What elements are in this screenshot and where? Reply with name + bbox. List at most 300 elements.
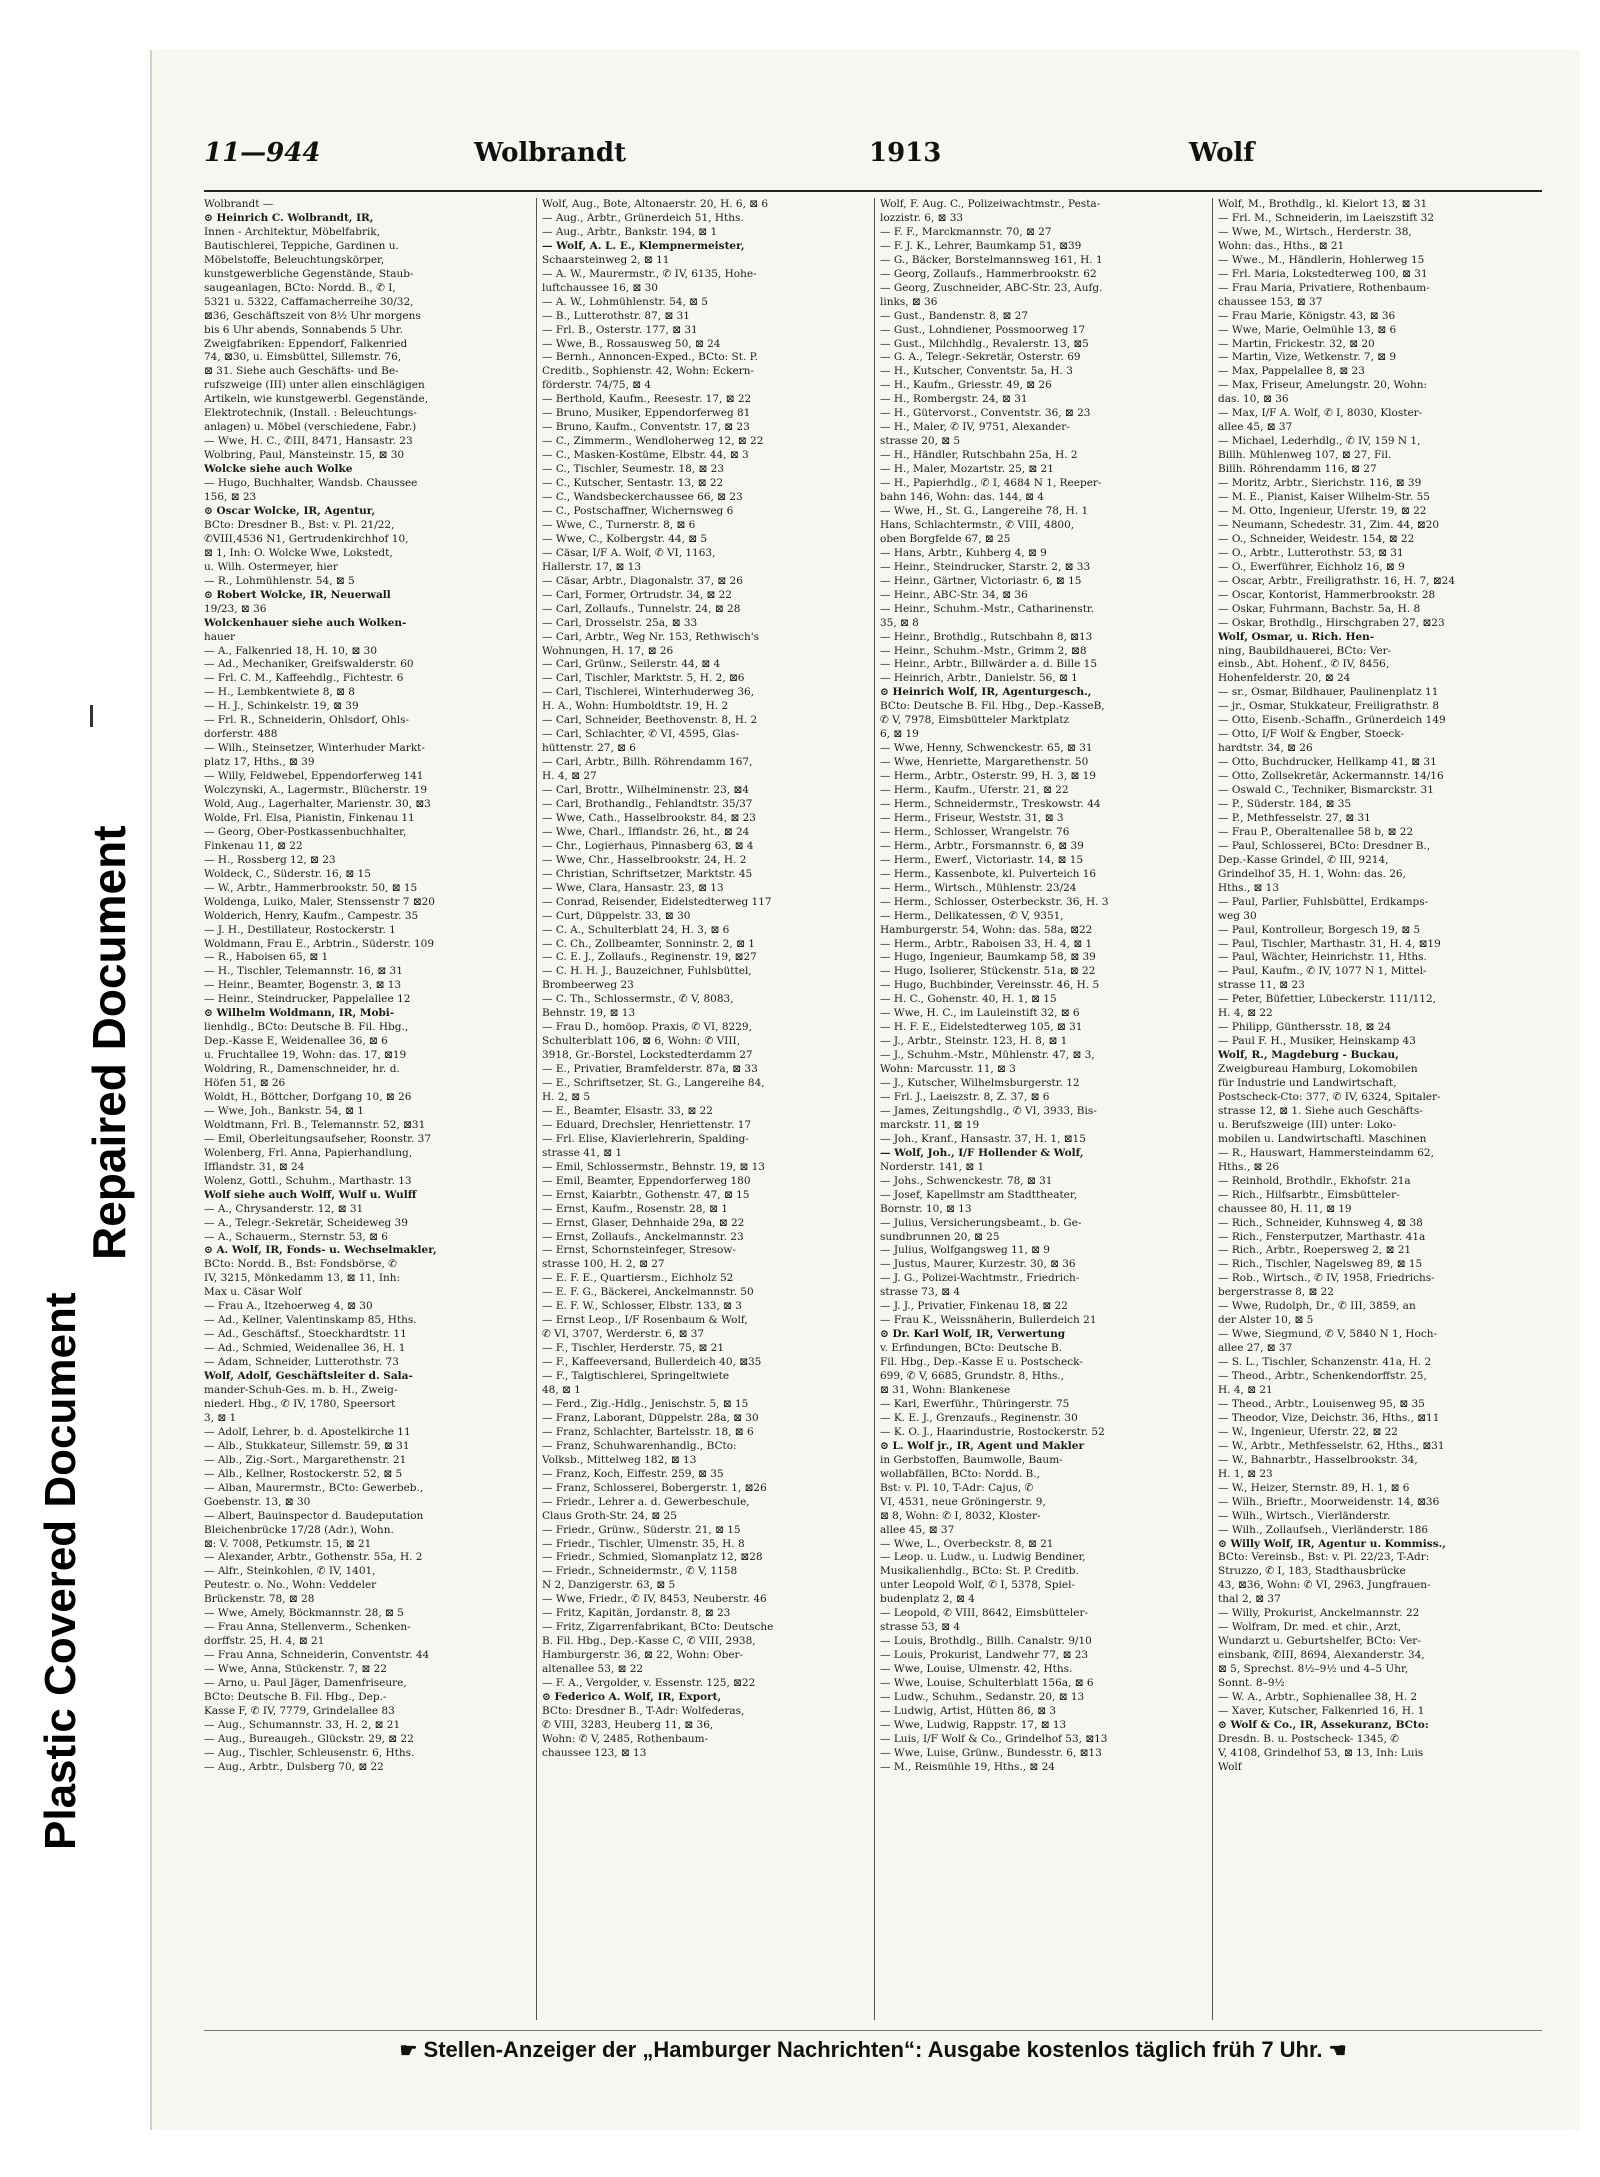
directory-line: dorffstr. 25, H. 4, ⊠ 21: [204, 1635, 325, 1648]
directory-line: ✆ V, 7978, Eimsbütteler Marktplatz: [880, 714, 1070, 727]
directory-line: 699, ✆ V, 6685, Grundstr. 8, Hths.,: [880, 1370, 1065, 1383]
directory-line: — Herm., Arbtr., Raboisen 33, H. 4, ⊠ 1: [880, 937, 1093, 950]
directory-line: 3, ⊠ 1: [204, 1411, 237, 1424]
directory-line: ⊙ Wolf & Co., IR, Assekuranz, BCto:: [1218, 1718, 1429, 1731]
directory-line: ⊙ L. Wolf jr., IR, Agent und Makler: [880, 1439, 1085, 1452]
directory-line: — Leop. u. Ludw., u. Ludwig Bendiner,: [880, 1551, 1086, 1564]
directory-line: — F., Kaffeeversand, Bullerdeich 40, ⊠35: [542, 1356, 762, 1369]
directory-line: — Xaver, Kutscher, Falkenried 16, H. 1: [1218, 1704, 1425, 1717]
directory-line: bergerstrasse 8, ⊠ 22: [1218, 1286, 1334, 1299]
directory-line: — J. H., Destillateur, Rostockerstr. 1: [204, 923, 396, 936]
directory-line: Schulterblatt 106, ⊠ 6, Wohn: ✆ VIII,: [542, 1035, 741, 1048]
directory-line: Billh. Röhrendamm 116, ⊠ 27: [1218, 463, 1377, 476]
directory-line: 19/23, ⊠ 36: [204, 602, 267, 615]
directory-line: Wundarzt u. Geburtshelfer, BCto: Ver-: [1218, 1635, 1421, 1648]
directory-line: — Johs., Schwenckestr. 78, ⊠ 31: [880, 1174, 1053, 1187]
directory-line: — Wwe, L., Overbeckstr. 8, ⊠ 21: [880, 1537, 1054, 1550]
directory-line: — E., Schriftsetzer, St. G., Langereihe 84,: [542, 1077, 765, 1090]
directory-line: chaussee 153, ⊠ 37: [1218, 295, 1323, 308]
directory-line: Behnstr. 19, ⊠ 13: [542, 1007, 636, 1020]
directory-line: ⊙ Wilhelm Woldmann, IR, Mobi-: [204, 1007, 395, 1020]
directory-line: — Albert, Bauinspector d. Baudeputation: [204, 1509, 424, 1522]
directory-line: — Georg, Zuschneider, ABC-Str. 23, Aufg.: [880, 281, 1103, 294]
directory-line: — J. G., Polizei-Wachtmstr., Friedrich-: [880, 1272, 1080, 1285]
directory-line: ⊠: V. 7008, Petkumstr. 15, ⊠ 21: [204, 1537, 372, 1550]
directory-line: — Friedr., Lehrer a. d. Gewerbeschule,: [542, 1495, 750, 1508]
directory-line: — Herm., Schlosser, Osterbeckstr. 36, H. 3: [880, 895, 1109, 908]
directory-line: — H., Händler, Rutschbahn 25a, H. 2: [880, 449, 1078, 462]
directory-line: — Paul, Schlosserei, BCto: Dresdner B.,: [1218, 839, 1431, 852]
directory-line: — Bernh., Annoncen-Exped., BCto: St. P.: [542, 351, 758, 364]
directory-line: ✆ VI, 3707, Werderstr. 6, ⊠ 37: [542, 1328, 705, 1341]
directory-line: — Julius, Versicherungsbeamt., b. Ge-: [880, 1216, 1082, 1229]
directory-line: — R., Lohmühlenstr. 54, ⊠ 5: [204, 574, 355, 587]
directory-line: — Willy, Prokurist, Anckelmannstr. 22: [1218, 1607, 1420, 1620]
directory-line: — H., Rossberg 12, ⊠ 23: [204, 853, 336, 866]
directory-line: v. Erfindungen, BCto: Deutsche B.: [880, 1342, 1063, 1355]
directory-line: — Max, Pappelallee 8, ⊠ 23: [1218, 365, 1365, 378]
header-left-word: Wolbrandt: [474, 138, 627, 168]
directory-line: 156, ⊠ 23: [204, 491, 257, 504]
directory-line: Hamburgerstr. 36, ⊠ 22, Wohn: Ober-: [542, 1649, 744, 1662]
directory-line: ⊙ Dr. Karl Wolf, IR, Verwertung: [880, 1328, 1066, 1341]
directory-line: VI, 4531, neue Gröningerstr. 9,: [880, 1495, 1046, 1508]
directory-line: — J., Kutscher, Wilhelmsburgerstr. 12: [880, 1077, 1080, 1090]
directory-line: — jr., Osmar, Stukkateur, Freiligrathstr. 8: [1218, 700, 1440, 713]
directory-line: — Wwe, Henriette, Margarethenstr. 50: [880, 756, 1089, 769]
directory-line: — Hugo, Ingenieur, Baumkamp 58, ⊠ 39: [880, 951, 1096, 964]
directory-line: — Carl, Schlachter, ✆ VI, 4595, Glas-: [542, 728, 740, 741]
directory-line: — E., Beamter, Elsastr. 33, ⊠ 22: [542, 1104, 713, 1117]
directory-line: Wolf, Osmar, u. Rich. Hen-: [1218, 630, 1375, 643]
directory-line: — Frl. J., Laeiszstr. 8, Z. 37, ⊠ 6: [880, 1091, 1050, 1103]
directory-line: V, 4108, Grindelhof 53, ⊠ 13, Inh: Luis: [1218, 1746, 1424, 1759]
directory-line: Hths., ⊠ 26: [1218, 1160, 1280, 1173]
directory-line: — Cäsar, I/F A. Wolf, ✆ VI, 1163,: [542, 546, 716, 559]
directory-line: — Aug., Schumannstr. 33, H. 2, ⊠ 21: [204, 1718, 401, 1731]
directory-line: — C., Zimmerm., Wendloherweg 12, ⊠ 22: [542, 435, 764, 448]
directory-line: Wohn: Marcusstr. 11, ⊠ 3: [880, 1063, 1016, 1076]
directory-line: — Wilh., Wirtsch., Vierländerstr.: [1218, 1509, 1391, 1522]
directory-line: H. A., Wohn: Humboldtstr. 19, H. 2: [542, 700, 729, 713]
directory-line: — Herm., Wirtsch., Mühlenstr. 23/24: [880, 881, 1077, 894]
directory-line: — Julius, Wolfgangsweg 11, ⊠ 9: [880, 1244, 1050, 1257]
directory-line: ning, Baubildhauerei, BCto: Ver-: [1218, 644, 1392, 657]
directory-line: platz 17, Hths., ⊠ 39: [204, 756, 315, 769]
directory-line: — Alban, Maurermstr., BCto: Gewerbeb.,: [204, 1481, 424, 1494]
directory-line: Bst: v. Pl. 10, T-Adr: Cajus, ✆: [880, 1481, 1034, 1494]
directory-line: — Gust., Milchhdlg., Revalerstr. 13, ⊠5: [880, 337, 1089, 350]
directory-line: 43, ⊠36, Wohn: ✆ VI, 2963, Jungfrauen-: [1218, 1579, 1431, 1592]
directory-line: — C. Th., Schlossermstr., ✆ V, 8083,: [542, 993, 734, 1006]
column-4: [1218, 198, 1542, 2020]
directory-line: — Franz, Schlachter, Bartelsstr. 18, ⊠ 6: [542, 1425, 754, 1438]
directory-line: Wolenz, Gottl., Schuhm., Marthastr. 13: [204, 1174, 412, 1187]
directory-line: — O., Schneider, Weidestr. 154, ⊠ 22: [1218, 532, 1415, 545]
directory-line: — Wilh., Zollaufseh., Vierländerstr. 186: [1218, 1523, 1429, 1536]
directory-line: — Wolfram, Dr. med. et chir., Arzt,: [1218, 1621, 1402, 1634]
directory-line: Woldring, R., Damenschneider, hr. d.: [204, 1063, 400, 1076]
directory-line: Wohn: das., Hths., ⊠ 21: [1218, 239, 1345, 252]
directory-line: weg 30: [1218, 909, 1257, 922]
directory-line: Billh. Mühlenweg 107, ⊠ 27, Fil.: [1218, 449, 1392, 462]
directory-line: lozzistr. 6, ⊠ 33: [880, 211, 964, 224]
directory-line: — Gust., Lohndiener, Possmoorweg 17: [880, 323, 1086, 336]
directory-line: — W., Heizer, Sternstr. 89, H. 1, ⊠ 6: [1218, 1481, 1410, 1494]
directory-line: allee 27, ⊠ 37: [1218, 1342, 1293, 1355]
directory-line: — Martin, Vize, Wetkenstr. 7, ⊠ 9: [1218, 351, 1397, 364]
directory-line: — F. F., Marckmannstr. 70, ⊠ 27: [880, 225, 1052, 238]
directory-line: — Ad., Schmied, Weidenallee 36, H. 1: [204, 1342, 406, 1355]
directory-line: — Frau Anna, Stellenverm., Schenken-: [204, 1621, 411, 1634]
directory-line: Zweigfabriken: Eppendorf, Falkenried: [204, 337, 408, 350]
directory-line: — W., Ingenieur, Uferstr. 22, ⊠ 22: [1218, 1425, 1398, 1438]
directory-line: — Conrad, Reisender, Eidelstedterweg 117: [542, 895, 772, 908]
directory-line: Bleichenbrücke 17/28 (Adr.), Wohn.: [204, 1523, 394, 1536]
directory-line: — Cäsar, Arbtr., Diagonalstr. 37, ⊠ 26: [542, 574, 743, 587]
directory-line: — Peter, Büfettier, Lübeckerstr. 111/112,: [1218, 993, 1437, 1006]
directory-line: — Frau K., Weissnäherin, Bullerdeich 21: [880, 1314, 1097, 1327]
directory-line: — Carl, Brottr., Wilhelminenstr. 23, ⊠4: [542, 784, 749, 797]
directory-line: Woldmann, Frau E., Arbtrin., Süderstr. 109: [204, 937, 435, 950]
directory-line: hardtstr. 34, ⊠ 26: [1218, 742, 1313, 755]
directory-line: — Herm., Kaufm., Uferstr. 21, ⊠ 22: [880, 784, 1069, 797]
plastic-covered-label: Plastic Covered Document: [36, 1292, 85, 1850]
directory-line: ⊠ 8, Wohn: ✆ I, 8032, Kloster-: [880, 1509, 1041, 1522]
directory-line: — Paul, Wächter, Heinrichstr. 11, Hths.: [1218, 951, 1427, 964]
directory-line: Hans, Schlachtermstr., ✆ VIII, 4800,: [880, 518, 1075, 531]
directory-line: — Wwe, Clara, Hansastr. 23, ⊠ 13: [542, 881, 724, 894]
directory-line: Max u. Cäsar Wolf: [204, 1286, 302, 1299]
directory-line: — M. E., Pianist, Kaiser Wilhelm-Str. 55: [1218, 491, 1430, 504]
directory-line: Woldenga, Luiko, Maler, Stenssenstr 7 ⊠20: [204, 895, 435, 908]
directory-line: — M. Otto, Ingenieur, Uferstr. 19, ⊠ 22: [1218, 504, 1427, 517]
directory-line: — Eduard, Drechsler, Henriettenstr. 17: [542, 1118, 752, 1131]
directory-line: Dresdn. B. u. Postscheck- 1345, ✆: [1218, 1732, 1399, 1745]
directory-line: — Frau P., Oberaltenallee 58 b, ⊠ 22: [1218, 825, 1414, 838]
directory-line: — Curt, Düppelstr. 33, ⊠ 30: [542, 909, 691, 922]
directory-line: — Heinr., Steindrucker, Pappelallee 12: [204, 993, 411, 1006]
directory-line: — A., Telegr.-Sekretär, Scheideweg 39: [204, 1216, 408, 1229]
directory-line: — W. A., Arbtr., Sophienallee 38, H. 2: [1218, 1690, 1418, 1703]
directory-line: Innen - Architektur, Möbelfabrik,: [204, 225, 381, 238]
directory-line: — Frau Maria, Privatiere, Rothenbaum-: [1218, 281, 1430, 294]
repaired-document-label: Repaired Document: [83, 825, 135, 1260]
pointing-hand-icon: ☛: [399, 2040, 418, 2062]
directory-line: — A. W., Maurermstr., ✆ IV, 6135, Hohe-: [542, 267, 757, 280]
column-divider: [874, 198, 875, 2020]
directory-line: — H., Maler, Mozartstr. 25, ⊠ 21: [880, 463, 1054, 476]
directory-line: Zweigbureau Hamburg, Lokomobilen: [1218, 1063, 1418, 1076]
directory-line: 3918, Gr.-Borstel, Lockstedterdamm 27: [542, 1049, 753, 1062]
directory-line: Sonnt. 8–9½: [1218, 1677, 1285, 1690]
directory-line: BCto: Dresdner B., Bst: v. Pl. 21/22,: [204, 518, 395, 531]
directory-line: — Wilh., Brieftr., Moorweidenstr. 14, ⊠36: [1218, 1495, 1440, 1508]
directory-line: Ifflandstr. 31, ⊠ 24: [204, 1160, 305, 1173]
directory-line: anlagen) u. Möbel (verschiedene, Fabr.): [204, 421, 417, 434]
directory-line: einsbank, ✆III, 8694, Alexanderstr. 34,: [1218, 1649, 1425, 1662]
directory-line: BCto: Deutsche B. Fil. Hbg., Dep.-KasseB,: [880, 700, 1105, 713]
directory-line: — C., Tischler, Seumestr. 18, ⊠ 23: [542, 463, 725, 476]
directory-line: strasse 12, ⊠ 1. Siehe auch Geschäfts-: [1218, 1104, 1423, 1117]
directory-line: Bornstr. 10, ⊠ 13: [880, 1202, 972, 1215]
directory-line: Hallerstr. 17, ⊠ 13: [542, 560, 642, 573]
directory-line: rufszweige (III) unter allen einschlägigen: [204, 379, 425, 392]
directory-line: BCto: Deutsche B. Fil. Hbg., Dep.-: [204, 1690, 387, 1703]
directory-line: — Michael, Lederhdlg., ✆ IV, 159 N 1,: [1218, 435, 1421, 448]
directory-line: Wohnungen, H. 17, ⊠ 26: [542, 644, 674, 657]
directory-line: altenallee 53, ⊠ 22: [542, 1663, 644, 1676]
directory-line: — H., Rombergstr. 24, ⊠ 31: [880, 393, 1028, 406]
directory-line: — H., Tischler, Telemannstr. 16, ⊠ 31: [204, 965, 403, 978]
directory-line: — Herm., Schneidermstr., Treskowstr. 44: [880, 797, 1101, 810]
directory-line: — Alexander, Arbtr., Gothenstr. 55a, H. 2: [204, 1551, 423, 1564]
directory-line: Wolf, F. Aug. C., Polizeiwachtmstr., Pesta-: [880, 198, 1101, 210]
directory-line: Creditb., Sophienstr. 42, Wohn: Eckern-: [542, 365, 755, 378]
directory-line: — Ad., Mechaniker, Greifswalderstr. 60: [204, 658, 414, 671]
directory-line: — R., Hauswart, Hammersteindamm 62,: [1218, 1146, 1434, 1159]
directory-line: — Aug., Arbtr., Bankstr. 194, ⊠ 1: [542, 225, 718, 238]
directory-line: Woldtmann, Frl. B., Telemannstr. 52, ⊠31: [204, 1118, 426, 1131]
directory-line: — Max, I/F A. Wolf, ✆ I, 8030, Kloster-: [1218, 407, 1423, 420]
directory-line: — H. C., Gohenstr. 40, H. 1, ⊠ 15: [880, 993, 1057, 1006]
directory-line: ⊠ 5, Sprechst. 8½–9½ und 4–5 Uhr,: [1218, 1663, 1409, 1676]
directory-line: mobilen u. Landwirtschaftl. Maschinen: [1218, 1132, 1427, 1145]
directory-line: Dep.-Kasse E, Weidenallee 36, ⊠ 6: [204, 1035, 388, 1048]
directory-line: — Ferd., Zig.-Hdlg., Jenischstr. 5, ⊠ 15: [542, 1397, 749, 1410]
directory-line: marckstr. 11, ⊠ 19: [880, 1118, 980, 1131]
directory-line: — Carl, Brothandlg., Fehlandtstr. 35/37: [542, 797, 753, 810]
directory-line: — Berthold, Kaufm., Reesestr. 17, ⊠ 22: [542, 393, 752, 406]
directory-line: 74, ⊠30, u. Eimsbüttel, Sillemstr. 76,: [204, 351, 402, 364]
directory-line: 35, ⊠ 8: [880, 616, 919, 629]
pointing-hand-icon: ☚: [1328, 2040, 1347, 2062]
directory-line: — Wilh., Steinsetzer, Winterhuder Markt-: [204, 742, 425, 755]
directory-line: — Hugo, Isolierer, Stückenstr. 51a, ⊠ 22: [880, 965, 1096, 978]
directory-line: — Rob., Wirtsch., ✆ IV, 1958, Friedrichs-: [1218, 1272, 1435, 1285]
directory-line: — sr., Osmar, Bildhauer, Paulinenplatz 11: [1218, 686, 1439, 699]
directory-line: — James, Zeitungshdlg., ✆ VI, 3933, Bis-: [880, 1104, 1097, 1117]
directory-line: chaussee 123, ⊠ 13: [542, 1746, 647, 1759]
directory-line: — C., Postschaffner, Wichernsweg 6: [542, 504, 734, 517]
directory-line: Brombeerweg 23: [542, 979, 634, 992]
directory-line: — Alb., Stukkateur, Sillemstr. 59, ⊠ 31: [204, 1439, 410, 1452]
directory-line: — E. F. W., Schlosser, Elbstr. 133, ⊠ 3: [542, 1300, 742, 1313]
directory-line: kunstgewerbliche Gegenstände, Staub-: [204, 267, 414, 280]
directory-line: Goebenstr. 13, ⊠ 30: [204, 1495, 311, 1508]
directory-line: — Emil, Schlossermstr., Behnstr. 19, ⊠ 13: [542, 1160, 765, 1173]
directory-line: Wolbrandt —: [204, 198, 274, 210]
directory-line: — M., Reismühle 19, Hths., ⊠ 24: [880, 1760, 1055, 1773]
directory-line: — Wwe, H., St. G., Langereihe 78, H. 1: [880, 504, 1089, 517]
directory-line: — Frau Anna, Schneiderin, Conventstr. 44: [204, 1649, 430, 1662]
directory-line: bahn 146, Wohn: das. 144, ⊠ 4: [880, 491, 1044, 504]
directory-line: — Rich., Schneider, Kuhnsweg 4, ⊠ 38: [1218, 1216, 1423, 1229]
directory-line: — Carl, Drosselstr. 25a, ⊠ 33: [542, 616, 698, 629]
directory-line: — Philipp, Günthersstr. 18, ⊠ 24: [1218, 1021, 1392, 1034]
directory-line: — Ernst Leop., I/F Rosenbaum & Wolf,: [542, 1314, 748, 1327]
directory-line: — H., Kaufm., Griesstr. 49, ⊠ 26: [880, 379, 1052, 392]
directory-line: BCto: Vereinsb., Bst: v. Pl. 22/23, T-Adr:: [1218, 1551, 1430, 1564]
directory-line: — Ludw., Schuhm., Sedanstr. 20, ⊠ 13: [880, 1690, 1085, 1703]
directory-line: H. 4, ⊠ 27: [542, 770, 597, 783]
directory-line: — Aug., Arbtr., Grünerdeich 51, Hths.: [542, 211, 744, 224]
directory-line: — C., Kutscher, Sentastr. 13, ⊠ 22: [542, 477, 724, 490]
directory-line: — Wwe, Chr., Hasselbrookstr. 24, H. 2: [542, 853, 747, 866]
directory-line: — Aug., Tischler, Schleusenstr. 6, Hths.: [204, 1746, 415, 1759]
directory-line: — W., Arbtr., Methfesselstr. 62, Hths., ⊠31: [1218, 1439, 1445, 1452]
directory-line: — Herm., Kassenbote, kl. Pulverteich 16: [880, 867, 1097, 880]
directory-line: Wohn: ✆ V, 2485, Rothenbaum-: [542, 1732, 709, 1745]
directory-line: — Franz, Schlosserei, Bobergerstr. 1, ⊠26: [542, 1481, 767, 1494]
directory-line: — Josef, Kapellmstr am Stadttheater,: [880, 1188, 1078, 1201]
directory-line: u. Berufszweige (III) unter: Loko-: [1218, 1118, 1397, 1131]
directory-line: allee 45, ⊠ 37: [1218, 421, 1293, 434]
directory-line: — H., Gütervorst., Conventstr. 36, ⊠ 23: [880, 407, 1091, 420]
directory-line: saugeanlagen, BCto: Nordd. B., ✆ I,: [204, 281, 396, 294]
directory-line: — G. A., Telegr.-Sekretär, Osterstr. 69: [880, 351, 1081, 364]
directory-line: Volksb., Mittelweg 182, ⊠ 13: [542, 1453, 697, 1466]
directory-line: — Wwe, Luise, Grünw., Bundesstr. 6, ⊠13: [880, 1746, 1102, 1759]
directory-line: — P., Süderstr. 184, ⊠ 35: [1218, 797, 1352, 810]
directory-line: — Wwe, C., Turnerstr. 8, ⊠ 6: [542, 518, 696, 531]
directory-line: — Frl. B., Osterstr. 177, ⊠ 31: [542, 323, 698, 336]
directory-line: Höfen 51, ⊠ 26: [204, 1077, 286, 1090]
directory-line: — Wwe, Henny, Schwenckestr. 65, ⊠ 31: [880, 742, 1093, 755]
directory-line: Hohenfelderstr. 20, ⊠ 24: [1218, 672, 1351, 685]
directory-line: — C., Wandsbeckerchaussee 66, ⊠ 23: [542, 491, 743, 504]
directory-line: — Herm., Ewerf., Victoriastr. 14, ⊠ 15: [880, 853, 1084, 866]
directory-line: — Christian, Schriftsetzer, Marktstr. 45: [542, 867, 753, 880]
directory-line: — Willy, Feldwebel, Eppendorferweg 141: [204, 770, 424, 783]
directory-line: — Rich., Tischler, Nagelsweg 89, ⊠ 15: [1218, 1258, 1423, 1271]
directory-line: IV, 3215, Mönkedamm 13, ⊠ 11, Inh:: [204, 1272, 401, 1285]
directory-line: u. Fruchtallee 19, Wohn: das. 17, ⊠19: [204, 1049, 407, 1062]
directory-line: luftchaussee 16, ⊠ 30: [542, 281, 658, 294]
directory-columns: [204, 198, 1542, 2020]
directory-line: unter Leopold Wolf, ✆ I, 5378, Spiel-: [880, 1579, 1075, 1592]
directory-line: — Bruno, Kaufm., Conventstr. 17, ⊠ 23: [542, 421, 750, 434]
directory-line: BCto: Dresdner B., T-Adr: Wolfederas,: [542, 1704, 745, 1717]
directory-line: — Rich., Fensterputzer, Marthastr. 41a: [1218, 1230, 1426, 1243]
directory-line: — H., Papierhdlg., ✆ I, 4684 N 1, Reeper-: [880, 477, 1102, 490]
directory-line: — A., Chrysanderstr. 12, ⊠ 31: [204, 1202, 364, 1215]
directory-line: — Carl, Former, Ortrudstr. 34, ⊠ 22: [542, 588, 732, 601]
directory-line: — Oskar, Fuhrmann, Bachstr. 5a, H. 8: [1218, 602, 1421, 615]
directory-line: — F. A., Vergolder, v. Essenstr. 125, ⊠22: [542, 1677, 756, 1690]
directory-line: chaussee 80, H. 11, ⊠ 19: [1218, 1202, 1352, 1215]
header-right-word: Wolf: [1189, 138, 1255, 168]
directory-line: strasse 20, ⊠ 5: [880, 435, 961, 448]
directory-line: — Theodor, Vize, Deichstr. 36, Hths., ⊠11: [1218, 1411, 1440, 1424]
directory-line: — Wwe., M., Händlerin, Hohlerweg 15: [1218, 253, 1425, 266]
directory-line: — Ernst, Schornsteinfeger, Stresow-: [542, 1244, 736, 1257]
directory-line: Wolczynski, A., Lagermstr., Blücherstr. 19: [204, 784, 428, 797]
directory-line: — Otto, Zollsekretär, Ackermannstr. 14/16: [1218, 770, 1444, 783]
directory-line: — Louis, Prokurist, Landwehr 77, ⊠ 23: [880, 1649, 1089, 1662]
directory-line: — Karl, Ewerführ., Thüringerstr. 75: [880, 1397, 1070, 1410]
directory-line: — Heinr., Arbtr., Billwärder a. d. Bille 15: [880, 658, 1098, 671]
directory-line: — Frau D., homöop. Praxis, ✆ VI, 8229,: [542, 1021, 752, 1034]
directory-line: — Oskar, Brothdlg., Hirschgraben 27, ⊠23: [1218, 616, 1445, 629]
directory-line: — Carl, Arbtr., Billh. Röhrendamm 167,: [542, 756, 753, 769]
directory-line: — P., Methfesselstr. 27, ⊠ 31: [1218, 811, 1371, 824]
directory-line: — K. E. J., Grenzaufs., Reginenstr. 30: [880, 1411, 1078, 1424]
directory-line: — Paul, Parlier, Fuhlsbüttel, Erdkamps-: [1218, 895, 1429, 908]
directory-line: Peutestr. o. No., Wohn: Veddeler: [204, 1579, 377, 1592]
directory-line: — Rich., Hilfsarbtr., Eimsbütteler-: [1218, 1188, 1400, 1201]
directory-line: thal 2, ⊠ 37: [1218, 1593, 1281, 1606]
page-number: 11—944: [204, 138, 321, 168]
directory-line: Elektrotechnik, (Install. : Beleuchtungs-: [204, 407, 417, 420]
directory-line: H. 1, ⊠ 23: [1218, 1467, 1273, 1480]
directory-line: BCto: Nordd. B., Bst: Fondsbörse, ✆: [204, 1258, 397, 1271]
directory-line: — Wolf, Joh., I/F Hollender & Wolf,: [880, 1146, 1084, 1159]
directory-line: — Georg, Ober-Postkassenbuchhalter,: [204, 825, 407, 838]
directory-line: — Frl. M., Schneiderin, im Laeiszstift 32: [1218, 211, 1435, 224]
directory-line: wollabfällen, BCto: Nordd. B.,: [880, 1467, 1040, 1480]
directory-line: — Wwe, Louise, Schulterblatt 156a, ⊠ 6: [880, 1677, 1094, 1690]
directory-line: — Heinr., Steindrucker, Starstr. 2, ⊠ 33: [880, 560, 1091, 573]
directory-line: Postscheck-Cto: 377, ✆ IV, 6324, Spitaler-: [1218, 1091, 1441, 1103]
directory-line: dorferstr. 488: [204, 728, 278, 741]
directory-line: bis 6 Uhr abends, Sonnabends 5 Uhr.: [204, 323, 403, 336]
directory-line: — C. H. H. J., Bauzeichner, Fuhlsbüttel,: [542, 965, 752, 978]
directory-line: — Fritz, Kapitän, Jordanstr. 8, ⊠ 23: [542, 1607, 731, 1620]
directory-line: strasse 53, ⊠ 4: [880, 1621, 961, 1634]
directory-line: — Otto, Eisenb.-Schaffn., Grünerdeich 149: [1218, 714, 1446, 727]
directory-line: — Alfr., Steinkohlen, ✆ IV, 1401,: [204, 1565, 376, 1578]
directory-line: — B., Lutterothstr. 87, ⊠ 31: [542, 309, 690, 322]
directory-line: Wolckenhauer siehe auch Wolken-: [204, 616, 407, 629]
directory-line: — K. O. J., Haarindustrie, Rostockerstr. 52: [880, 1425, 1105, 1438]
directory-line: — Hugo, Buchhalter, Wandsb. Chaussee: [204, 477, 418, 490]
directory-line: lienhdlg., BCto: Deutsche B. Fil. Hbg.,: [204, 1021, 409, 1034]
directory-line: — Arno, u. Paul Jäger, Damenfriseure,: [204, 1677, 407, 1690]
directory-line: — Georg, Zollaufs., Hammerbrookstr. 62: [880, 267, 1097, 280]
directory-line: — Neumann, Schedestr. 31, Zim. 44, ⊠20: [1218, 518, 1440, 531]
directory-line: — J., Schuhm.-Mstr., Mühlenstr. 47, ⊠ 3,: [880, 1049, 1095, 1062]
directory-line: u. Wilh. Ostermeyer, hier: [204, 560, 338, 573]
directory-line: förderstr. 74/75, ⊠ 4: [542, 379, 652, 392]
directory-line: Wolenberg, Frl. Anna, Papierhandlung,: [204, 1146, 413, 1159]
directory-line: — Paul, Kaufm., ✆ IV, 1077 N 1, Mittel-: [1218, 965, 1427, 978]
directory-line: — Heinr., Brothdlg., Rutschbahn 8, ⊠13: [880, 630, 1093, 643]
directory-line: ⊠ 31. Siehe auch Geschäfts- und Be-: [204, 365, 399, 378]
directory-line: — Wwe, Louise, Ulmenstr. 42, Hths.: [880, 1663, 1073, 1676]
directory-line: — Herm., Arbtr., Forsmannstr. 6, ⊠ 39: [880, 839, 1084, 852]
directory-line: — C. A., Schulterblatt 24, H. 3, ⊠ 6: [542, 923, 730, 936]
directory-line: — C., Masken-Kostüme, Elbstr. 44, ⊠ 3: [542, 449, 749, 462]
directory-line: — Wwe, H. C., im Lauleinstift 32, ⊠ 6: [880, 1007, 1080, 1020]
column-1: [204, 198, 528, 2020]
directory-line: — Wwe, M., Wirtsch., Herderstr. 38,: [1218, 225, 1412, 238]
directory-line: — Wwe, Siegmund, ✆ V, 5840 N 1, Hoch-: [1218, 1328, 1438, 1341]
directory-line: — Martin, Frickestr. 32, ⊠ 20: [1218, 337, 1375, 350]
directory-line: B. Fil. Hbg., Dep.-Kasse C, ✆ VIII, 2938,: [542, 1635, 756, 1648]
column-divider: [1212, 198, 1213, 2020]
directory-line: — Friedr., Schmied, Slomanplatz 12, ⊠28: [542, 1551, 763, 1564]
directory-line: — Adolf, Lehrer, b. d. Apostelkirche 11: [204, 1425, 411, 1438]
directory-line: — O., Ewerführer, Eichholz 16, ⊠ 9: [1218, 560, 1405, 573]
directory-line: — Rich., Arbtr., Roepersweg 2, ⊠ 21: [1218, 1244, 1412, 1257]
directory-line: — H., Maler, ✆ IV, 9751, Alexander-: [880, 421, 1070, 434]
directory-line: — J. J., Privatier, Finkenau 18, ⊠ 22: [880, 1300, 1068, 1313]
header-year: 1913: [869, 138, 942, 168]
directory-line: — Wolf, A. L. E., Klempnermeister,: [542, 239, 745, 252]
directory-line: — G., Bäcker, Borstelmannsweg 161, H. 1: [880, 253, 1103, 266]
directory-line: ⊠ 31, Wohn: Blankenese: [880, 1384, 1011, 1397]
